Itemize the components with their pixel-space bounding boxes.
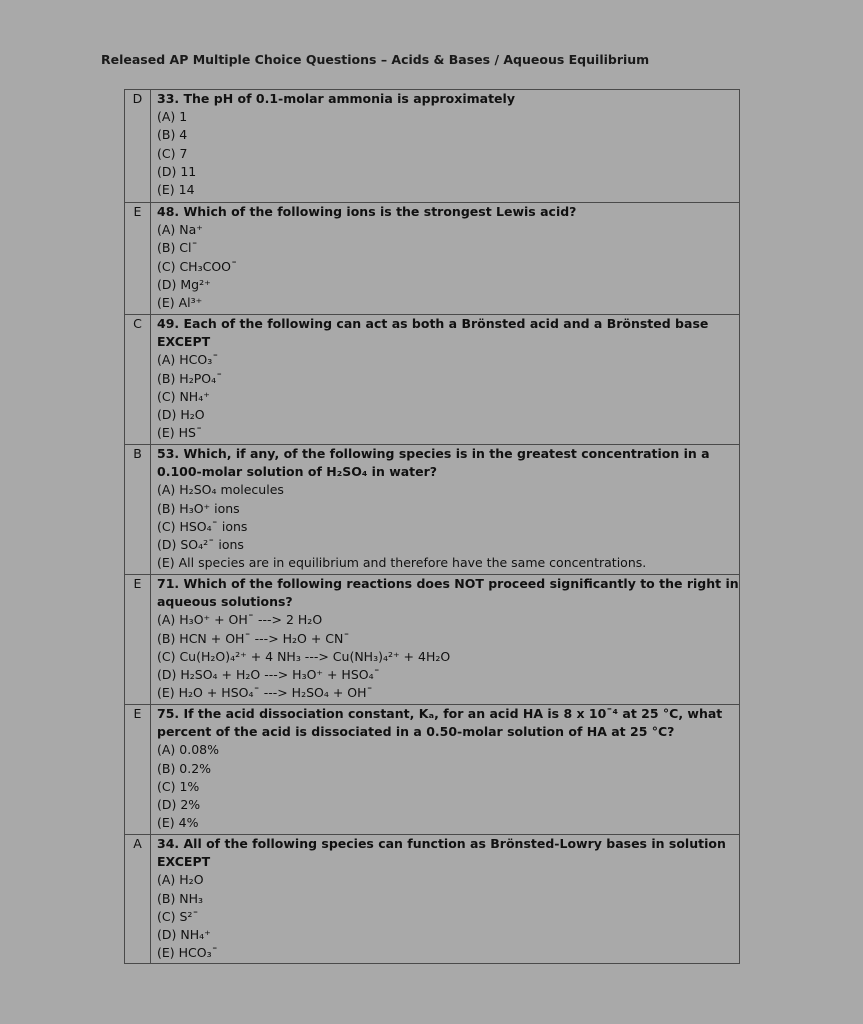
questions-table [124, 89, 740, 964]
question-stem: 75. If the acid dissociation constant, Kₐ, for an acid HA is 8 x 10¯⁴ at 25 °C, what percent of the acid is dissociated in a 0.50-molar solution of HA at 25 °C? [157, 706, 723, 740]
question-row [125, 574, 739, 704]
question-stem: 49. Each of the following can act as both a Brönsted acid and a Brönsted base EXCEPT [157, 316, 709, 350]
question-stem: 53. Which, if any, of the following species is in the greatest concentration in a 0.100-molar solution of H₂SO₄ in water? [157, 446, 710, 480]
choice-c: (C) HSO₄¯ ions [157, 518, 248, 534]
question-cell [151, 203, 739, 314]
answer-key: A [125, 835, 151, 963]
choice-d: (D) H₂SO₄ + H₂O ---> H₃O⁺ + HSO₄¯ [157, 667, 380, 683]
question-cell [151, 705, 739, 834]
question-cell [151, 445, 739, 574]
question-row [125, 834, 739, 963]
choice-c: (C) Cu(H₂O)₄²⁺ + 4 NH₃ ---> Cu(NH₃)₄²⁺ + 4H₂O [157, 648, 451, 664]
question-row [125, 90, 739, 202]
choice-e: (E) All species are in equilibrium and therefore have the same concentrations. [157, 555, 647, 571]
question-cell [151, 315, 739, 444]
question-stem: 48. Which of the following ions is the strongest Lewis acid? [157, 204, 577, 219]
choice-e: (E) 4% [157, 815, 199, 831]
choice-d: (D) 2% [157, 797, 201, 813]
answer-key: E [125, 203, 151, 314]
choice-e: (E) HS¯ [157, 425, 203, 441]
choice-d: (D) NH₄⁺ [157, 927, 211, 943]
choice-c: (C) S²¯ [157, 908, 199, 924]
choice-a: (A) H₂O [157, 872, 204, 888]
question-cell [151, 90, 739, 202]
question-row [125, 314, 739, 444]
answer-key: E [125, 575, 151, 704]
choice-b: (B) Cl¯ [157, 240, 198, 256]
choice-a: (A) H₃O⁺ + OH¯ ---> 2 H₂O [157, 612, 323, 628]
choice-d: (D) SO₄²¯ ions [157, 537, 244, 553]
choice-a: (A) Na⁺ [157, 222, 203, 238]
question-row [125, 704, 739, 834]
choice-c: (C) NH₄⁺ [157, 388, 210, 404]
question-stem: 33. The pH of 0.1-molar ammonia is approximately [157, 91, 515, 106]
answer-key: D [125, 90, 151, 202]
choice-e: (E) H₂O + HSO₄¯ ---> H₂SO₄ + OH¯ [157, 685, 373, 701]
choice-c: (C) CH₃COO¯ [157, 258, 238, 274]
question-row [125, 444, 739, 574]
choice-b: (B) 0.2% [157, 760, 212, 776]
question-cell [151, 575, 739, 704]
choice-e: (E) HCO₃¯ [157, 945, 218, 961]
choice-a: (A) 1 [157, 109, 188, 125]
choice-d: (D) H₂O [157, 407, 205, 423]
choice-d: (D) 11 [157, 163, 197, 179]
choice-e: (E) Al³⁺ [157, 295, 203, 311]
choice-e: (E) 14 [157, 182, 195, 198]
choice-b: (B) NH₃ [157, 890, 204, 906]
question-cell [151, 835, 739, 963]
choice-a: (A) 0.08% [157, 742, 219, 758]
answer-key: B [125, 445, 151, 574]
question-row [125, 202, 739, 314]
choice-c: (C) 1% [157, 778, 200, 794]
choice-d: (D) Mg²⁺ [157, 276, 211, 292]
choice-b: (B) H₂PO₄¯ [157, 370, 223, 386]
choice-c: (C) 7 [157, 145, 188, 161]
question-stem: 71. Which of the following reactions does NOT proceed significantly to the right in aqueous solutions? [157, 576, 739, 610]
choice-b: (B) HCN + OH¯ ---> H₂O + CN¯ [157, 630, 350, 646]
choice-a: (A) H₂SO₄ molecules [157, 482, 284, 498]
question-stem: 34. All of the following species can function as Brönsted-Lowry bases in solution EXCEPT [157, 836, 726, 870]
answer-key: E [125, 705, 151, 834]
answer-key: C [125, 315, 151, 444]
choice-b: (B) 4 [157, 127, 188, 143]
choice-b: (B) H₃O⁺ ions [157, 500, 240, 516]
choice-a: (A) HCO₃¯ [157, 352, 219, 368]
page-title: Released AP Multiple Choice Questions – Acids & Bases / Aqueous Equilibrium [101, 52, 650, 67]
